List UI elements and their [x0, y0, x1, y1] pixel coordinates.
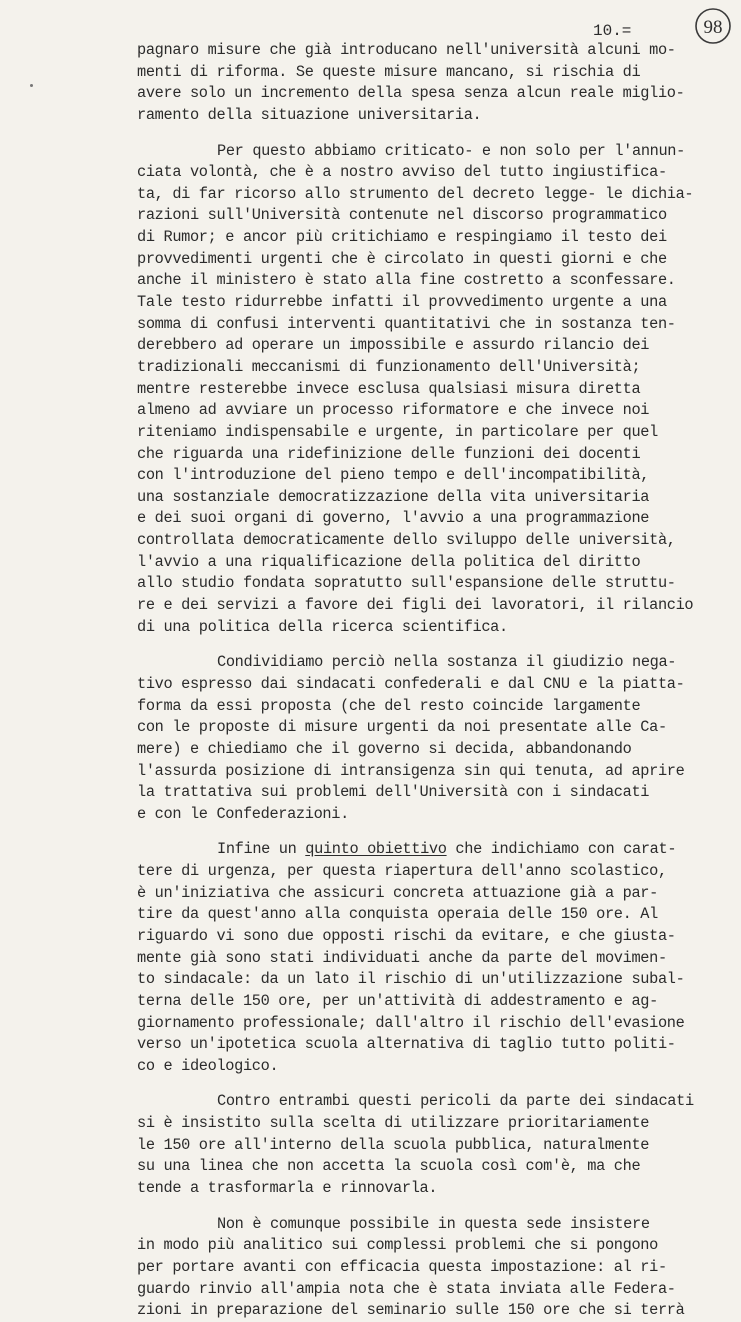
text-line: riguardo vi sono due opposti rischi da evitare, e che giusta- [137, 926, 676, 945]
text-line: l'avvio a una riqualificazione della politica del diritto [137, 552, 641, 571]
text-line: Condividiamo perciò nella sostanza il giudizio nega- [217, 653, 677, 672]
svg-text:98: 98 [703, 17, 723, 38]
text-line: provvedimenti urgenti che è circolato in questi giorni e che [137, 249, 667, 268]
margin-speck [30, 84, 33, 87]
text-line [137, 839, 712, 861]
text-line: pagnaro misure che già introducano nell'università alcuni mo- [137, 41, 676, 59]
text-line: l'assurda posizione di intransigenza sin qui tenuta, ad aprire [137, 761, 685, 780]
text-line: anche il ministero è stato alla fine costretto a sconfessare. [137, 271, 676, 290]
text-line: e con le Confederazioni. [137, 804, 349, 823]
text-line: avere solo un incremento della spesa senza alcun reale miglio- [137, 84, 685, 103]
text-line: una sostanziale democratizzazione della vita universitaria [137, 487, 650, 506]
text-line: somma di confusi interventi quantitativi che in sostanza ten- [137, 314, 676, 333]
text-line: è un'iniziativa che assicuri concreta attuazione già a par- [137, 883, 658, 902]
paragraph [137, 1091, 712, 1199]
text-line: di Rumor; e ancor più critichiamo e respingiamo il testo dei [137, 228, 667, 247]
paragraph [137, 141, 712, 639]
text-line: con l'introduzione del pieno tempo e dell'incompatibilità, [137, 466, 650, 485]
text-line: la trattativa sui problemi dell'Università con i sindacati [137, 783, 650, 802]
page-number: 10.= [593, 22, 632, 40]
text-line: tire da quest'anno alla conquista operaia delle 150 ore. Al [137, 905, 658, 924]
text-line: Contro entrambi questi pericoli da parte dei sindacati [217, 1092, 694, 1111]
text-line: verso un'ipotetica scuola alternativa di taglio tutto politi- [137, 1035, 676, 1054]
text-line: controllata democraticamente dello sviluppo delle università, [137, 531, 676, 550]
document-body [137, 40, 712, 1322]
text-line: Per questo abbiamo criticato- e non solo per l'annun- [217, 141, 685, 160]
text-line: terna delle 150 ore, per un'attività di addestramento e ag- [137, 991, 658, 1010]
text-line: mentre resterebbe invece esclusa qualsiasi misura diretta [137, 379, 641, 398]
text-line: allo studio fondata sopratutto sull'espansione delle struttu- [137, 574, 676, 593]
text-line: almeno ad avviare un processo riformatore e che invece noi [137, 401, 650, 420]
paragraph [137, 652, 712, 825]
text-line: zioni in preparazione del seminario sulle 150 ore che si terrà [137, 1301, 685, 1320]
text-line: giornamento professionale; dall'altro il rischio dell'evasione [137, 1013, 685, 1032]
text-line: per portare avanti con efficacia questa impostazione: al ri- [137, 1257, 667, 1276]
text-line: to sindacale: da un lato il rischio di un'utilizzazione subal- [137, 970, 685, 989]
text-line: Tale testo ridurrebbe infatti il provvedimento urgente a una [137, 293, 667, 312]
text-line: forma da essi proposta (che del resto coincide largamente [137, 696, 641, 715]
text-line: di una politica della ricerca scientifica. [137, 617, 508, 636]
paragraph-gap [137, 638, 712, 652]
text-line: mente già sono stati individuati anche da parte del movimen- [137, 948, 667, 967]
text-line: si è insistito sulla scelta di utilizzare prioritariamente [137, 1114, 650, 1133]
text-line: ramento della situazione universitaria. [137, 105, 482, 124]
text-line: tradizionali meccanismi di funzionamento dell'Università; [137, 357, 641, 376]
text-line: e dei suoi organi di governo, l'avvio a una programmazione [137, 509, 650, 528]
text-line: tivo espresso dai sindacati confederali e dal CNU e la piatta- [137, 674, 685, 693]
paragraph [137, 839, 712, 1077]
text-line: in modo più analitico sui complessi problemi che si pongono [137, 1236, 658, 1255]
text-line: riteniamo indispensabile e urgente, in particolare per quel [137, 422, 658, 441]
paragraph [137, 1214, 712, 1322]
paragraph-gap [137, 127, 712, 141]
text-line: ciata volontà, che è a nostro avviso del tutto ingiustifica- [137, 163, 667, 182]
text-line: guardo rinvio all'ampia nota che è stata inviata alle Federa- [137, 1279, 676, 1298]
text-line: Non è comunque possibile in questa sede insistere [217, 1214, 650, 1233]
text-line: tere di urgenza, per questa riapertura dell'anno scolastico, [137, 862, 667, 881]
text-line: menti di riforma. Se queste misure mancano, si rischia di [137, 62, 641, 81]
text-line: le 150 ore all'interno della scuola pubblica, naturalmente [137, 1135, 650, 1154]
text-line: derebbero ad operare un impossibile e assurdo rilancio dei [137, 336, 650, 355]
text-fragment: Infine un [217, 840, 306, 859]
text-line: che riguarda una ridefinizione delle funzioni dei docenti [137, 444, 641, 463]
text-line: co e ideologico. [137, 1056, 279, 1075]
text-line: mere) e chiediamo che il governo si decida, abbandonando [137, 739, 632, 758]
text-line: con le proposte di misure urgenti da noi presentate alle Ca- [137, 718, 667, 737]
paragraph-gap [137, 825, 712, 839]
underlined-phrase: quinto obiettivo [305, 840, 447, 859]
paragraph-gap [137, 1200, 712, 1214]
text-line: re e dei servizi a favore dei figli dei lavoratori, il rilancio [137, 596, 694, 615]
text-line: razioni sull'Università contenute nel discorso programmatico [137, 206, 667, 225]
paragraph [137, 40, 712, 127]
text-line: su una linea che non accetta la scuola così com'è, ma che [137, 1157, 641, 1176]
text-fragment: che indichiamo con carat- [446, 840, 677, 859]
text-line: ta, di far ricorso allo strumento del decreto legge- le dichia- [137, 184, 694, 203]
text-line: tende a trasformarla e rinnovarla. [137, 1179, 438, 1198]
